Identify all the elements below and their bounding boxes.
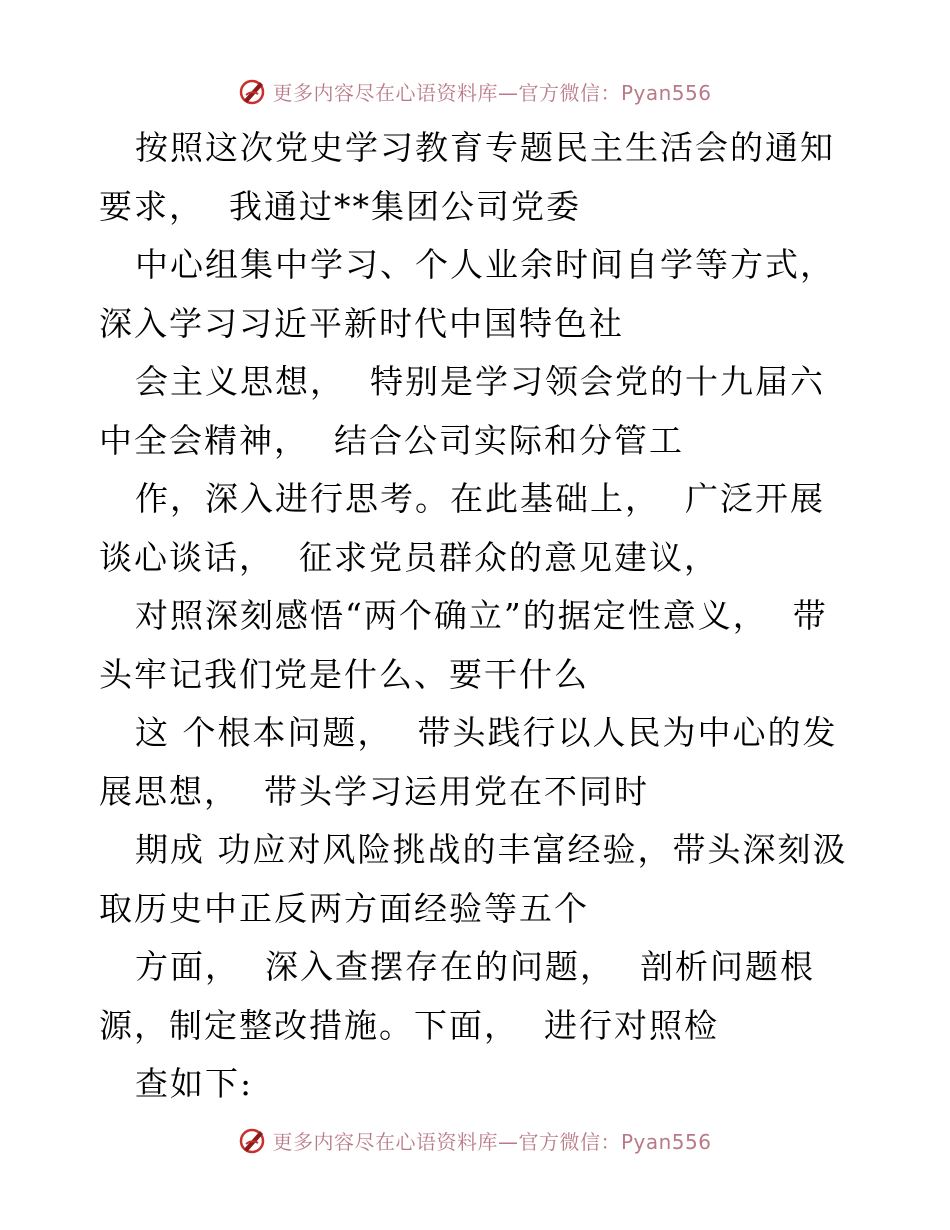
footer-banner <box>0 1120 950 1160</box>
banner-text: 更多内容尽在心语资料库—官方微信：Pyan556 <box>272 80 712 105</box>
paragraph: 作，深入进行思考。在此基础上， 广泛开展谈心谈话， 征求党员群众的意见建议， <box>99 479 825 577</box>
paragraph: 方面， 深入查摆存在的问题， 剖析问题根源，制定整改措施。下面， 进行对照检 <box>99 947 815 1045</box>
paragraph: 这 个根本问题， 带头践行以人民为中心的发展思想， 带头学习运用党在不同时 <box>99 713 838 811</box>
paragraph: 期成 功应对风险挑战的丰富经验，带头深刻汲取历史中正反两方面经验等五个 <box>99 830 848 928</box>
paragraph: 对照深刻感悟“两个确立”的据定性意义， 带头牢记我们党是什么、要干什么 <box>99 596 828 694</box>
document-body <box>99 119 859 1114</box>
paragraph: 查如下: <box>135 1064 254 1103</box>
paragraph: 中心组集中学习、个人业余时间自学等方式， 深入学习习近平新时代中国特色社 <box>99 245 848 343</box>
paragraph: 会主义思想， 特别是学习领会党的十九届六中全会精神， 结合公司实际和分管工 <box>99 362 825 460</box>
brush-pen-logo-icon <box>238 1125 268 1155</box>
paragraph: 按照这次党史学习教育专题民主生活会的通知要求， 我通过**集团公司党委 <box>99 128 835 226</box>
banner-text: 更多内容尽在心语资料库—官方微信：Pyan556 <box>272 1129 712 1154</box>
brush-pen-logo-icon <box>238 76 268 106</box>
header-banner <box>0 71 950 111</box>
